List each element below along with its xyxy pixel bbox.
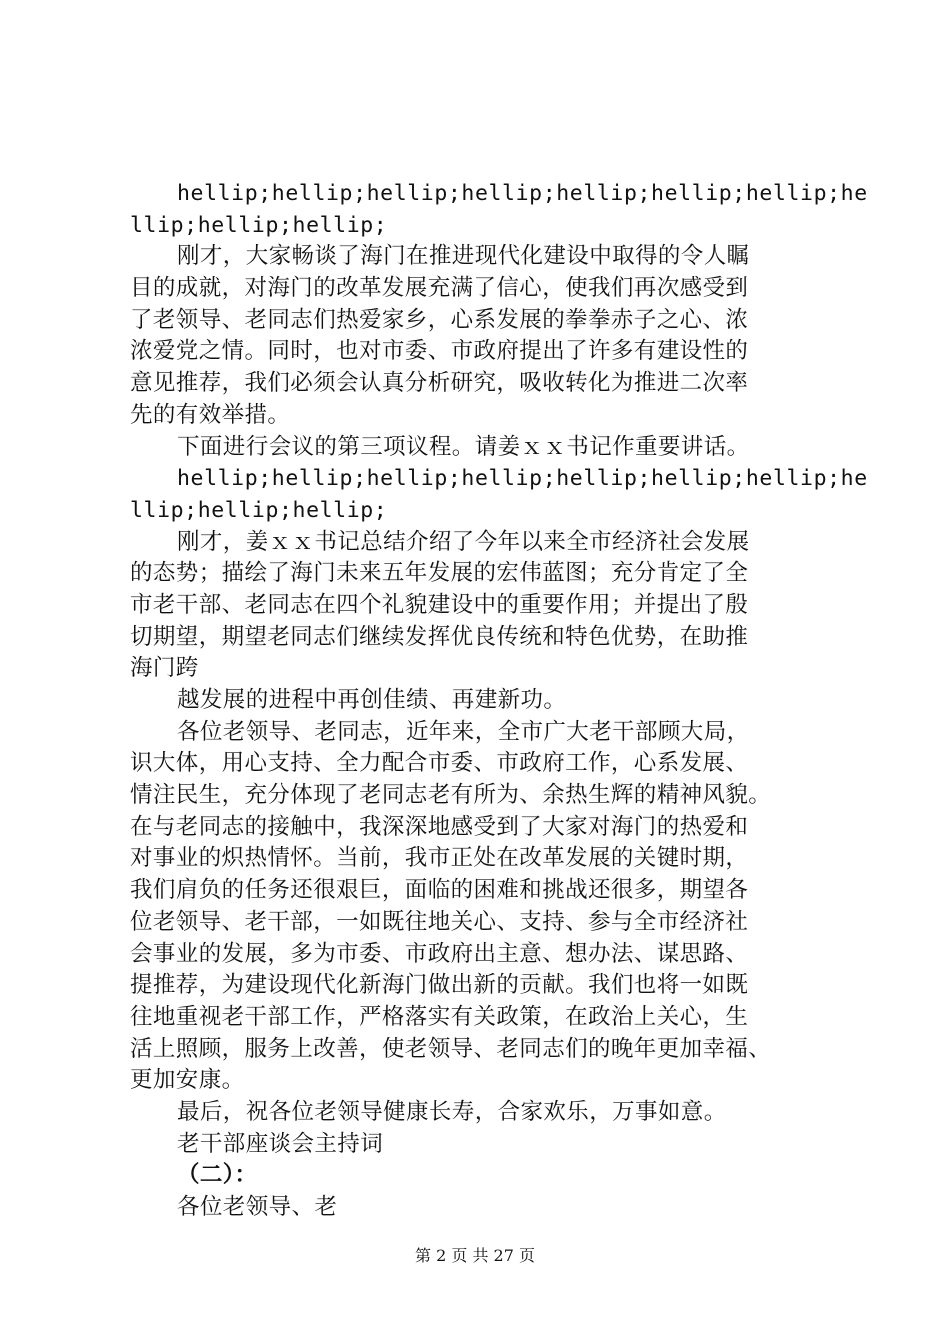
text-line: 先的有效举措。 [130,401,291,428]
text-line: hellip;hellip;hellip;hellip;hellip;hellip;hellip;he [177,181,868,206]
text-line: 老干部座谈会主持词 [177,1130,384,1157]
text-line: （二）： [177,1162,258,1189]
text-line: 我们肩负的任务还很艰巨，面临的困难和挑战还很多，期望各 [130,877,749,904]
text-line: 切期望，期望老同志们继续发挥优良传统和特色优势，在助推 [130,623,749,650]
text-line: 下面进行会议的第三项议程。请姜ｘｘ书记作重要讲话。 [177,433,750,460]
text-line: 各位老领导、老同志，近年来，全市广大老干部顾大局， [177,718,750,745]
text-line: 往地重视老干部工作，严格落实有关政策，在政治上关心，生 [130,1003,749,1030]
text-line: 最后，祝各位老领导健康长寿，合家欢乐，万事如意。 [177,1098,727,1125]
text-line: 更加安康。 [130,1067,245,1094]
page-footer: 第 2 页 共 27 页 [415,1246,535,1265]
text-line: 位老领导、老干部，一如既往地关心、支持、参与全市经济社 [130,908,749,935]
text-line: llip;hellip;hellip; [130,497,388,523]
text-line: 情注民生，充分体现了老同志老有所为、余热生辉的精神风貌。 [130,782,772,809]
text-line: 会事业的发展，多为市委、市政府出主意、想办法、谋思路、 [130,940,749,967]
text-line: 识大体，用心支持、全力配合市委、市政府工作，心系发展、 [130,750,749,777]
text-line: 刚才，大家畅谈了海门在推进现代化建设中取得的令人瞩 [177,243,750,270]
text-line: 各位老领导、老 [177,1194,338,1220]
text-line: llip;hellip;hellip; [130,212,388,238]
text-line: 的态势；描绘了海门未来五年发展的宏伟蓝图；充分肯定了全 [130,560,749,587]
text-line: 提推荐，为建设现代化新海门做出新的贡献。我们也将一如既 [130,972,749,999]
text-line: 越发展的进程中再创佳绩、再建新功。 [177,687,567,713]
document-body [130,178,868,1224]
text-line: 海门跨 [130,655,199,682]
text-line: 对事业的炽热情怀。当前，我市正处在改革发展的关键时期， [130,845,749,872]
text-line: 了老领导、老同志们热爱家乡，心系发展的拳拳赤子之心、浓 [130,306,749,333]
text-line: 浓爱党之情。同时，也对市委、市政府提出了许多有建设性的 [130,338,749,365]
text-line: 意见推荐，我们必须会认真分析研究，吸收转化为推进二次率 [130,370,749,397]
text-line: 刚才，姜ｘｘ书记总结介绍了今年以来全市经济社会发展 [177,528,750,555]
text-line: 活上照顾，服务上改善，使老领导、老同志们的晚年更加幸福、 [130,1035,772,1062]
text-line: 市老干部、老同志在四个礼貌建设中的重要作用；并提出了殷 [130,591,749,618]
text-line: 目的成就，对海门的改革发展充满了信心，使我们再次感受到 [130,275,749,302]
text-line: hellip;hellip;hellip;hellip;hellip;hellip;hellip;he [177,466,868,492]
text-line: 在与老同志的接触中，我深深地感受到了大家对海门的热爱和 [130,813,749,840]
